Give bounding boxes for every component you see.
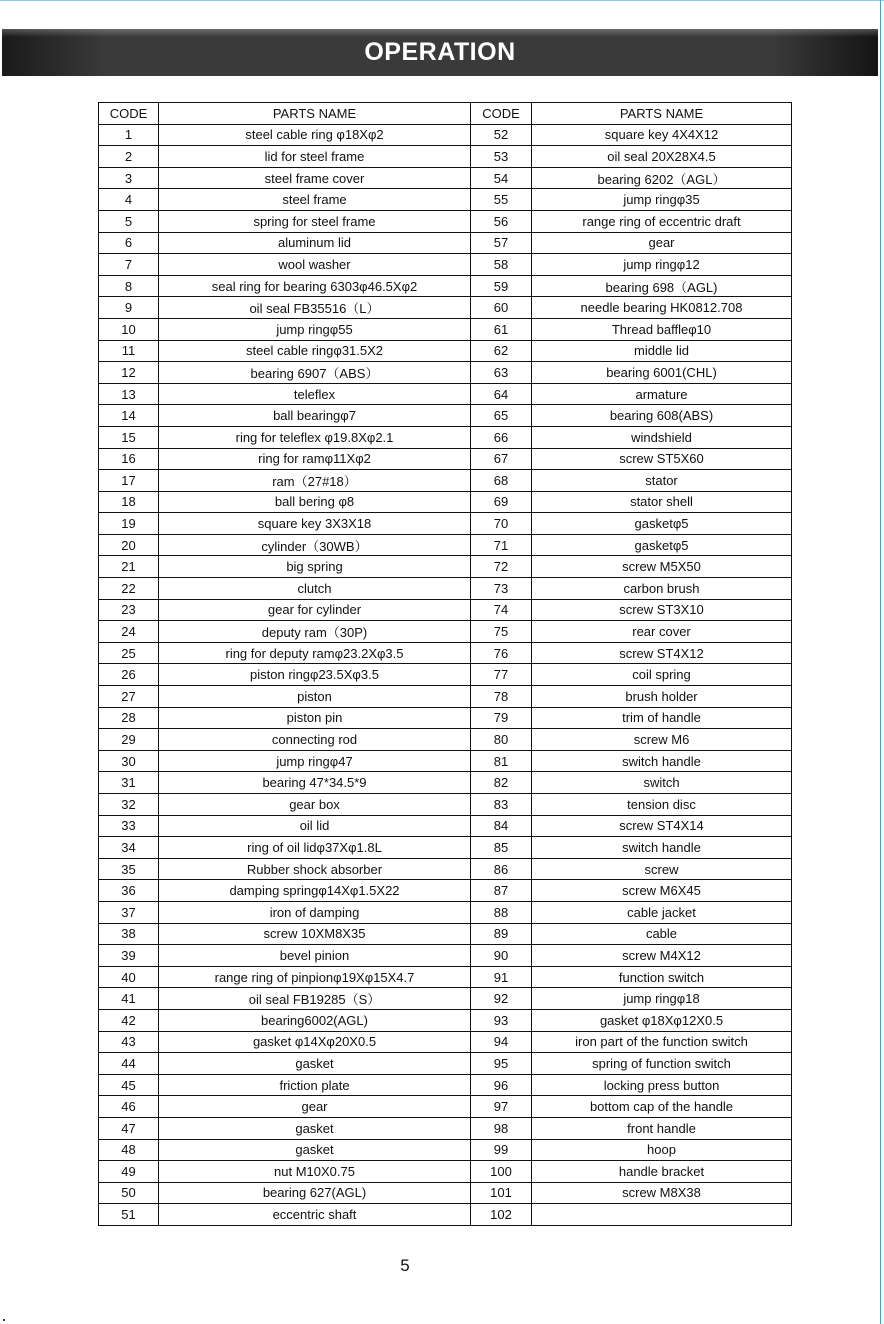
part-code-cell: 89 [471, 923, 532, 945]
table-row [99, 772, 792, 794]
part-name-cell: deputy ram（30P) [159, 621, 471, 643]
part-code-cell: 71 [471, 534, 532, 556]
part-name-cell: windshield [532, 426, 792, 448]
part-code-cell: 50 [99, 1182, 159, 1204]
table-row [99, 988, 792, 1010]
table-row [99, 1139, 792, 1161]
table-row [99, 318, 792, 340]
part-name-cell: jump ringφ35 [532, 189, 792, 211]
part-name-cell: function switch [532, 966, 792, 988]
part-code-cell: 14 [99, 405, 159, 427]
table-row [99, 858, 792, 880]
table-row [99, 578, 792, 600]
part-name-cell: oil seal FB35516（L） [159, 297, 471, 319]
table-row [99, 1009, 792, 1031]
part-code-cell: 58 [471, 254, 532, 276]
part-name-cell: steel frame cover [159, 167, 471, 189]
table-row [99, 1204, 792, 1226]
table-row [99, 513, 792, 535]
part-code-cell: 79 [471, 707, 532, 729]
part-name-cell: bearing 6907（ABS） [159, 362, 471, 384]
table-row [99, 254, 792, 276]
code-column-header: CODE [471, 103, 532, 125]
part-code-cell: 40 [99, 966, 159, 988]
part-code-cell: 92 [471, 988, 532, 1010]
table-row [99, 901, 792, 923]
part-name-cell: bearing 6202（AGL） [532, 167, 792, 189]
part-code-cell: 84 [471, 815, 532, 837]
part-name-cell: gasket [159, 1139, 471, 1161]
part-name-cell: ring of oil lidφ37Xφ1.8L [159, 837, 471, 859]
parts-name-column-header: PARTS NAME [159, 103, 471, 125]
part-code-cell: 24 [99, 621, 159, 643]
part-code-cell: 16 [99, 448, 159, 470]
part-code-cell: 83 [471, 794, 532, 816]
part-name-cell: bevel pinion [159, 945, 471, 967]
part-code-cell: 88 [471, 901, 532, 923]
part-code-cell: 53 [471, 146, 532, 168]
part-name-cell: gasketφ5 [532, 513, 792, 535]
part-name-cell: screw M6X45 [532, 880, 792, 902]
table-row [99, 1096, 792, 1118]
part-name-cell: piston [159, 686, 471, 708]
part-code-cell: 18 [99, 491, 159, 513]
part-code-cell: 17 [99, 470, 159, 492]
part-name-cell: middle lid [532, 340, 792, 362]
part-name-cell: brush holder [532, 686, 792, 708]
part-code-cell: 63 [471, 362, 532, 384]
parts-table [98, 102, 792, 1226]
part-name-cell: armature [532, 383, 792, 405]
table-row [99, 1182, 792, 1204]
part-name-cell: aluminum lid [159, 232, 471, 254]
part-name-cell: bottom cap of the handle [532, 1096, 792, 1118]
part-code-cell: 7 [99, 254, 159, 276]
table-row [99, 794, 792, 816]
part-name-cell: ball bering φ8 [159, 491, 471, 513]
part-code-cell: 44 [99, 1053, 159, 1075]
part-code-cell: 15 [99, 426, 159, 448]
table-row [99, 642, 792, 664]
part-name-cell: jump ringφ18 [532, 988, 792, 1010]
part-code-cell: 49 [99, 1161, 159, 1183]
part-code-cell: 29 [99, 729, 159, 751]
part-code-cell: 9 [99, 297, 159, 319]
table-row [99, 383, 792, 405]
part-name-cell: teleflex [159, 383, 471, 405]
part-code-cell: 25 [99, 642, 159, 664]
part-name-cell: steel cable ring φ18Xφ2 [159, 124, 471, 146]
part-code-cell: 45 [99, 1074, 159, 1096]
part-code-cell: 6 [99, 232, 159, 254]
part-code-cell: 22 [99, 578, 159, 600]
part-name-cell: screw M8X38 [532, 1182, 792, 1204]
table-row [99, 210, 792, 232]
part-code-cell: 74 [471, 599, 532, 621]
part-name-cell: piston ringφ23.5Xφ3.5 [159, 664, 471, 686]
part-code-cell: 10 [99, 318, 159, 340]
part-name-cell: lid for steel frame [159, 146, 471, 168]
part-code-cell: 56 [471, 210, 532, 232]
table-row [99, 945, 792, 967]
part-code-cell: 23 [99, 599, 159, 621]
part-name-cell: carbon brush [532, 578, 792, 600]
part-code-cell: 98 [471, 1117, 532, 1139]
part-code-cell: 20 [99, 534, 159, 556]
part-name-cell: screw 10XM8X35 [159, 923, 471, 945]
part-name-cell: seal ring for bearing 6303φ46.5Xφ2 [159, 275, 471, 297]
part-name-cell: square key 4X4X12 [532, 124, 792, 146]
part-name-cell: cable [532, 923, 792, 945]
part-name-cell: front handle [532, 1117, 792, 1139]
part-code-cell: 69 [471, 491, 532, 513]
top-edge-line [0, 0, 884, 1]
part-code-cell: 73 [471, 578, 532, 600]
table-row [99, 405, 792, 427]
part-code-cell: 59 [471, 275, 532, 297]
table-row [99, 729, 792, 751]
part-name-cell: switch handle [532, 837, 792, 859]
parts-table-header-row [99, 103, 792, 125]
part-name-cell: screw M4X12 [532, 945, 792, 967]
part-code-cell: 55 [471, 189, 532, 211]
part-name-cell: clutch [159, 578, 471, 600]
part-code-cell: 46 [99, 1096, 159, 1118]
table-row [99, 1074, 792, 1096]
part-code-cell: 27 [99, 686, 159, 708]
table-row [99, 189, 792, 211]
part-code-cell: 12 [99, 362, 159, 384]
part-code-cell: 96 [471, 1074, 532, 1096]
table-row [99, 664, 792, 686]
part-name-cell: Rubber shock absorber [159, 858, 471, 880]
part-name-cell: iron of damping [159, 901, 471, 923]
part-name-cell: nut M10X0.75 [159, 1161, 471, 1183]
table-row [99, 837, 792, 859]
part-code-cell: 91 [471, 966, 532, 988]
table-row [99, 966, 792, 988]
part-name-cell: gear box [159, 794, 471, 816]
part-name-cell: coil spring [532, 664, 792, 686]
part-name-cell: piston pin [159, 707, 471, 729]
part-code-cell: 32 [99, 794, 159, 816]
part-code-cell: 47 [99, 1117, 159, 1139]
part-code-cell: 90 [471, 945, 532, 967]
table-row [99, 275, 792, 297]
part-name-cell: tension disc [532, 794, 792, 816]
part-name-cell: screw ST5X60 [532, 448, 792, 470]
part-code-cell: 101 [471, 1182, 532, 1204]
table-row [99, 923, 792, 945]
part-name-cell: bearing 698（AGL) [532, 275, 792, 297]
part-code-cell: 95 [471, 1053, 532, 1075]
part-name-cell: gasket [159, 1053, 471, 1075]
part-name-cell: jump ringφ12 [532, 254, 792, 276]
table-row [99, 707, 792, 729]
part-name-cell: switch [532, 772, 792, 794]
part-code-cell: 94 [471, 1031, 532, 1053]
part-name-cell: bearing 47*34.5*9 [159, 772, 471, 794]
part-name-cell: gasket [159, 1117, 471, 1139]
part-code-cell: 48 [99, 1139, 159, 1161]
part-name-cell: eccentric shaft [159, 1204, 471, 1226]
table-row [99, 232, 792, 254]
table-row [99, 340, 792, 362]
part-code-cell: 72 [471, 556, 532, 578]
table-row [99, 470, 792, 492]
part-code-cell: 76 [471, 642, 532, 664]
part-code-cell: 5 [99, 210, 159, 232]
part-code-cell: 42 [99, 1009, 159, 1031]
part-name-cell: trim of handle [532, 707, 792, 729]
part-name-cell: bearing 627(AGL) [159, 1182, 471, 1204]
part-code-cell: 80 [471, 729, 532, 751]
table-row [99, 534, 792, 556]
part-name-cell: big spring [159, 556, 471, 578]
part-code-cell: 85 [471, 837, 532, 859]
part-name-cell: stator [532, 470, 792, 492]
table-row [99, 362, 792, 384]
part-name-cell: locking press button [532, 1074, 792, 1096]
part-code-cell: 36 [99, 880, 159, 902]
part-code-cell: 102 [471, 1204, 532, 1226]
part-name-cell: connecting rod [159, 729, 471, 751]
part-code-cell: 97 [471, 1096, 532, 1118]
right-edge-line [880, 0, 881, 1324]
part-name-cell: range ring of eccentric draft [532, 210, 792, 232]
corner-mark [3, 1319, 5, 1321]
parts-name-column-header: PARTS NAME [532, 103, 792, 125]
part-name-cell: ball bearingφ7 [159, 405, 471, 427]
part-code-cell: 67 [471, 448, 532, 470]
part-code-cell: 64 [471, 383, 532, 405]
table-row [99, 1053, 792, 1075]
table-row [99, 146, 792, 168]
part-code-cell: 77 [471, 664, 532, 686]
part-code-cell: 82 [471, 772, 532, 794]
part-code-cell: 54 [471, 167, 532, 189]
part-code-cell: 61 [471, 318, 532, 340]
table-row [99, 426, 792, 448]
part-name-cell: steel frame [159, 189, 471, 211]
part-name-cell: oil seal FB19285（S） [159, 988, 471, 1010]
part-name-cell: needle bearing HK0812.708 [532, 297, 792, 319]
part-name-cell: jump ringφ47 [159, 750, 471, 772]
part-code-cell: 43 [99, 1031, 159, 1053]
part-code-cell: 11 [99, 340, 159, 362]
part-code-cell: 99 [471, 1139, 532, 1161]
part-code-cell: 31 [99, 772, 159, 794]
part-code-cell: 68 [471, 470, 532, 492]
part-name-cell: screw M6 [532, 729, 792, 751]
table-row [99, 750, 792, 772]
page-number: 5 [400, 1256, 410, 1275]
part-code-cell: 35 [99, 858, 159, 880]
part-code-cell: 38 [99, 923, 159, 945]
part-code-cell: 13 [99, 383, 159, 405]
table-row [99, 124, 792, 146]
part-code-cell: 28 [99, 707, 159, 729]
part-name-cell: bearing6002(AGL) [159, 1009, 471, 1031]
part-code-cell: 93 [471, 1009, 532, 1031]
part-name-cell: switch handle [532, 750, 792, 772]
part-code-cell: 52 [471, 124, 532, 146]
part-name-cell: gear for cylinder [159, 599, 471, 621]
part-name-cell: spring for steel frame [159, 210, 471, 232]
table-row [99, 599, 792, 621]
part-code-cell: 34 [99, 837, 159, 859]
part-code-cell: 75 [471, 621, 532, 643]
table-row [99, 1031, 792, 1053]
part-code-cell: 100 [471, 1161, 532, 1183]
part-name-cell: screw ST4X12 [532, 642, 792, 664]
part-code-cell: 39 [99, 945, 159, 967]
part-code-cell: 60 [471, 297, 532, 319]
part-name-cell: ring for teleflex φ19.8Xφ2.1 [159, 426, 471, 448]
part-name-cell: gasket φ14Xφ20X0.5 [159, 1031, 471, 1053]
part-name-cell: gear [159, 1096, 471, 1118]
part-name-cell: screw M5X50 [532, 556, 792, 578]
part-code-cell: 51 [99, 1204, 159, 1226]
part-name-cell: square key 3X3X18 [159, 513, 471, 535]
table-row [99, 621, 792, 643]
part-name-cell: jump ringφ55 [159, 318, 471, 340]
part-name-cell: gasket φ18Xφ12X0.5 [532, 1009, 792, 1031]
part-code-cell: 86 [471, 858, 532, 880]
part-name-cell: screw ST3X10 [532, 599, 792, 621]
part-code-cell: 87 [471, 880, 532, 902]
part-name-cell: range ring of pinpionφ19Xφ15X4.7 [159, 966, 471, 988]
part-code-cell: 66 [471, 426, 532, 448]
part-name-cell: friction plate [159, 1074, 471, 1096]
part-name-cell: ring for deputy ramφ23.2Xφ3.5 [159, 642, 471, 664]
part-code-cell: 70 [471, 513, 532, 535]
part-name-cell: wool washer [159, 254, 471, 276]
part-code-cell: 21 [99, 556, 159, 578]
part-name-cell: steel cable ringφ31.5X2 [159, 340, 471, 362]
part-name-cell: handle bracket [532, 1161, 792, 1183]
table-row [99, 815, 792, 837]
table-row [99, 167, 792, 189]
part-code-cell: 81 [471, 750, 532, 772]
part-code-cell: 26 [99, 664, 159, 686]
part-code-cell: 8 [99, 275, 159, 297]
part-name-cell: rear cover [532, 621, 792, 643]
part-code-cell: 62 [471, 340, 532, 362]
part-name-cell: iron part of the function switch [532, 1031, 792, 1053]
part-name-cell [532, 1204, 792, 1226]
part-name-cell: cylinder（30WB） [159, 534, 471, 556]
table-row [99, 1117, 792, 1139]
part-name-cell: ring for ramφ11Xφ2 [159, 448, 471, 470]
table-row [99, 880, 792, 902]
part-code-cell: 19 [99, 513, 159, 535]
table-row [99, 556, 792, 578]
part-name-cell: damping springφ14Xφ1.5X22 [159, 880, 471, 902]
table-row [99, 297, 792, 319]
part-name-cell: spring of function switch [532, 1053, 792, 1075]
part-code-cell: 2 [99, 146, 159, 168]
part-code-cell: 3 [99, 167, 159, 189]
part-code-cell: 1 [99, 124, 159, 146]
part-name-cell: cable jacket [532, 901, 792, 923]
table-row [99, 448, 792, 470]
code-column-header: CODE [99, 103, 159, 125]
table-row [99, 686, 792, 708]
table-row [99, 491, 792, 513]
part-name-cell: gear [532, 232, 792, 254]
part-code-cell: 57 [471, 232, 532, 254]
part-name-cell: oil seal 20X28X4.5 [532, 146, 792, 168]
part-name-cell: gasketφ5 [532, 534, 792, 556]
part-name-cell: bearing 608(ABS) [532, 405, 792, 427]
part-name-cell: stator shell [532, 491, 792, 513]
parts-table-body [99, 124, 792, 1225]
part-code-cell: 37 [99, 901, 159, 923]
part-code-cell: 4 [99, 189, 159, 211]
part-code-cell: 33 [99, 815, 159, 837]
page-title: OPERATION [364, 38, 516, 66]
part-name-cell: Thread baffleφ10 [532, 318, 792, 340]
part-name-cell: hoop [532, 1139, 792, 1161]
part-name-cell: bearing 6001(CHL) [532, 362, 792, 384]
part-code-cell: 65 [471, 405, 532, 427]
part-name-cell: screw ST4X14 [532, 815, 792, 837]
part-name-cell: screw [532, 858, 792, 880]
part-name-cell: ram（27#18） [159, 470, 471, 492]
part-code-cell: 41 [99, 988, 159, 1010]
part-code-cell: 30 [99, 750, 159, 772]
table-row [99, 1161, 792, 1183]
part-code-cell: 78 [471, 686, 532, 708]
part-name-cell: oil lid [159, 815, 471, 837]
